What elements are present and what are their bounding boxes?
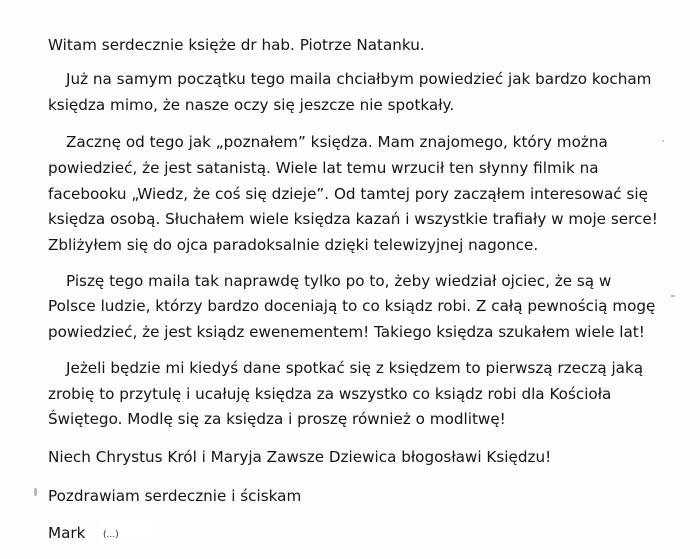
scan-speck <box>34 488 37 496</box>
paragraph-2-line-5: Zbliżyłem się do ojca paradoksalnie dzięki telewizyjnej nagonce. <box>48 236 539 254</box>
scan-speck <box>662 140 664 142</box>
letter-blessing: Niech Chrystus Król i Maryja Zawsze Dziewica błogosławi Księdzu! <box>48 448 552 466</box>
paragraph-4-line-3: Świętego. Modlę się za księdza i proszę również o modlitwę! <box>48 410 506 428</box>
paragraph-1-line-2: księdza mimo, że nasze oczy się jeszcze nie spotkały. <box>48 96 455 114</box>
paragraph-3-line-3: powiedzieć, że jest ksiądz ewenementem! Takiego księdza szukałem wiele lat! <box>48 323 645 341</box>
paragraph-4-line-1: Jeżeli będzie mi kiedyś dane spotkać się z księdzem to pierwszą rzeczą jaką <box>66 359 644 377</box>
scan-speck <box>671 295 675 297</box>
signature-name: Mark <box>48 524 86 542</box>
paragraph-3-line-1: Piszę tego maila tak naprawdę tylko po to, żeby wiedział ojciec, że są w <box>66 272 612 290</box>
paragraph-2-line-4: księdza osobą. Słuchałem wiele księdza kazań i wszystkie trafiały w moje serce! <box>48 210 658 228</box>
paragraph-2-line-3: facebooku „Wiedz, że coś się dzieje”. Od tamtej pory zacząłem interesować się <box>48 185 648 203</box>
paragraph-3-line-2: Polsce ludzie, którzy bardzo doceniają to co ksiądz robi. Z całą pewnością mogę <box>48 297 656 315</box>
letter-closing: Pozdrawiam serdecznie i ściskam <box>48 487 302 505</box>
paragraph-1-line-1: Już na samym początku tego maila chciałbym powiedzieć jak bardzo kocham <box>66 70 652 88</box>
paragraph-4-line-2: zrobię to przytulę i ucałuję księdza za wszystko co ksiądz robi dla Kościoła <box>48 385 612 403</box>
paragraph-2-line-1: Zacznę od tego jak „poznałem” księdza. Mam znajomego, który można <box>66 133 608 151</box>
letter-greeting: Witam serdecznie księże dr hab. Piotrze Natanku. <box>48 36 425 54</box>
paragraph-2-line-2: powiedzieć, że jest satanistą. Wiele lat temu wrzucił ten słynny filmik na <box>48 159 599 177</box>
signature-omission-note: (...) <box>103 530 119 540</box>
